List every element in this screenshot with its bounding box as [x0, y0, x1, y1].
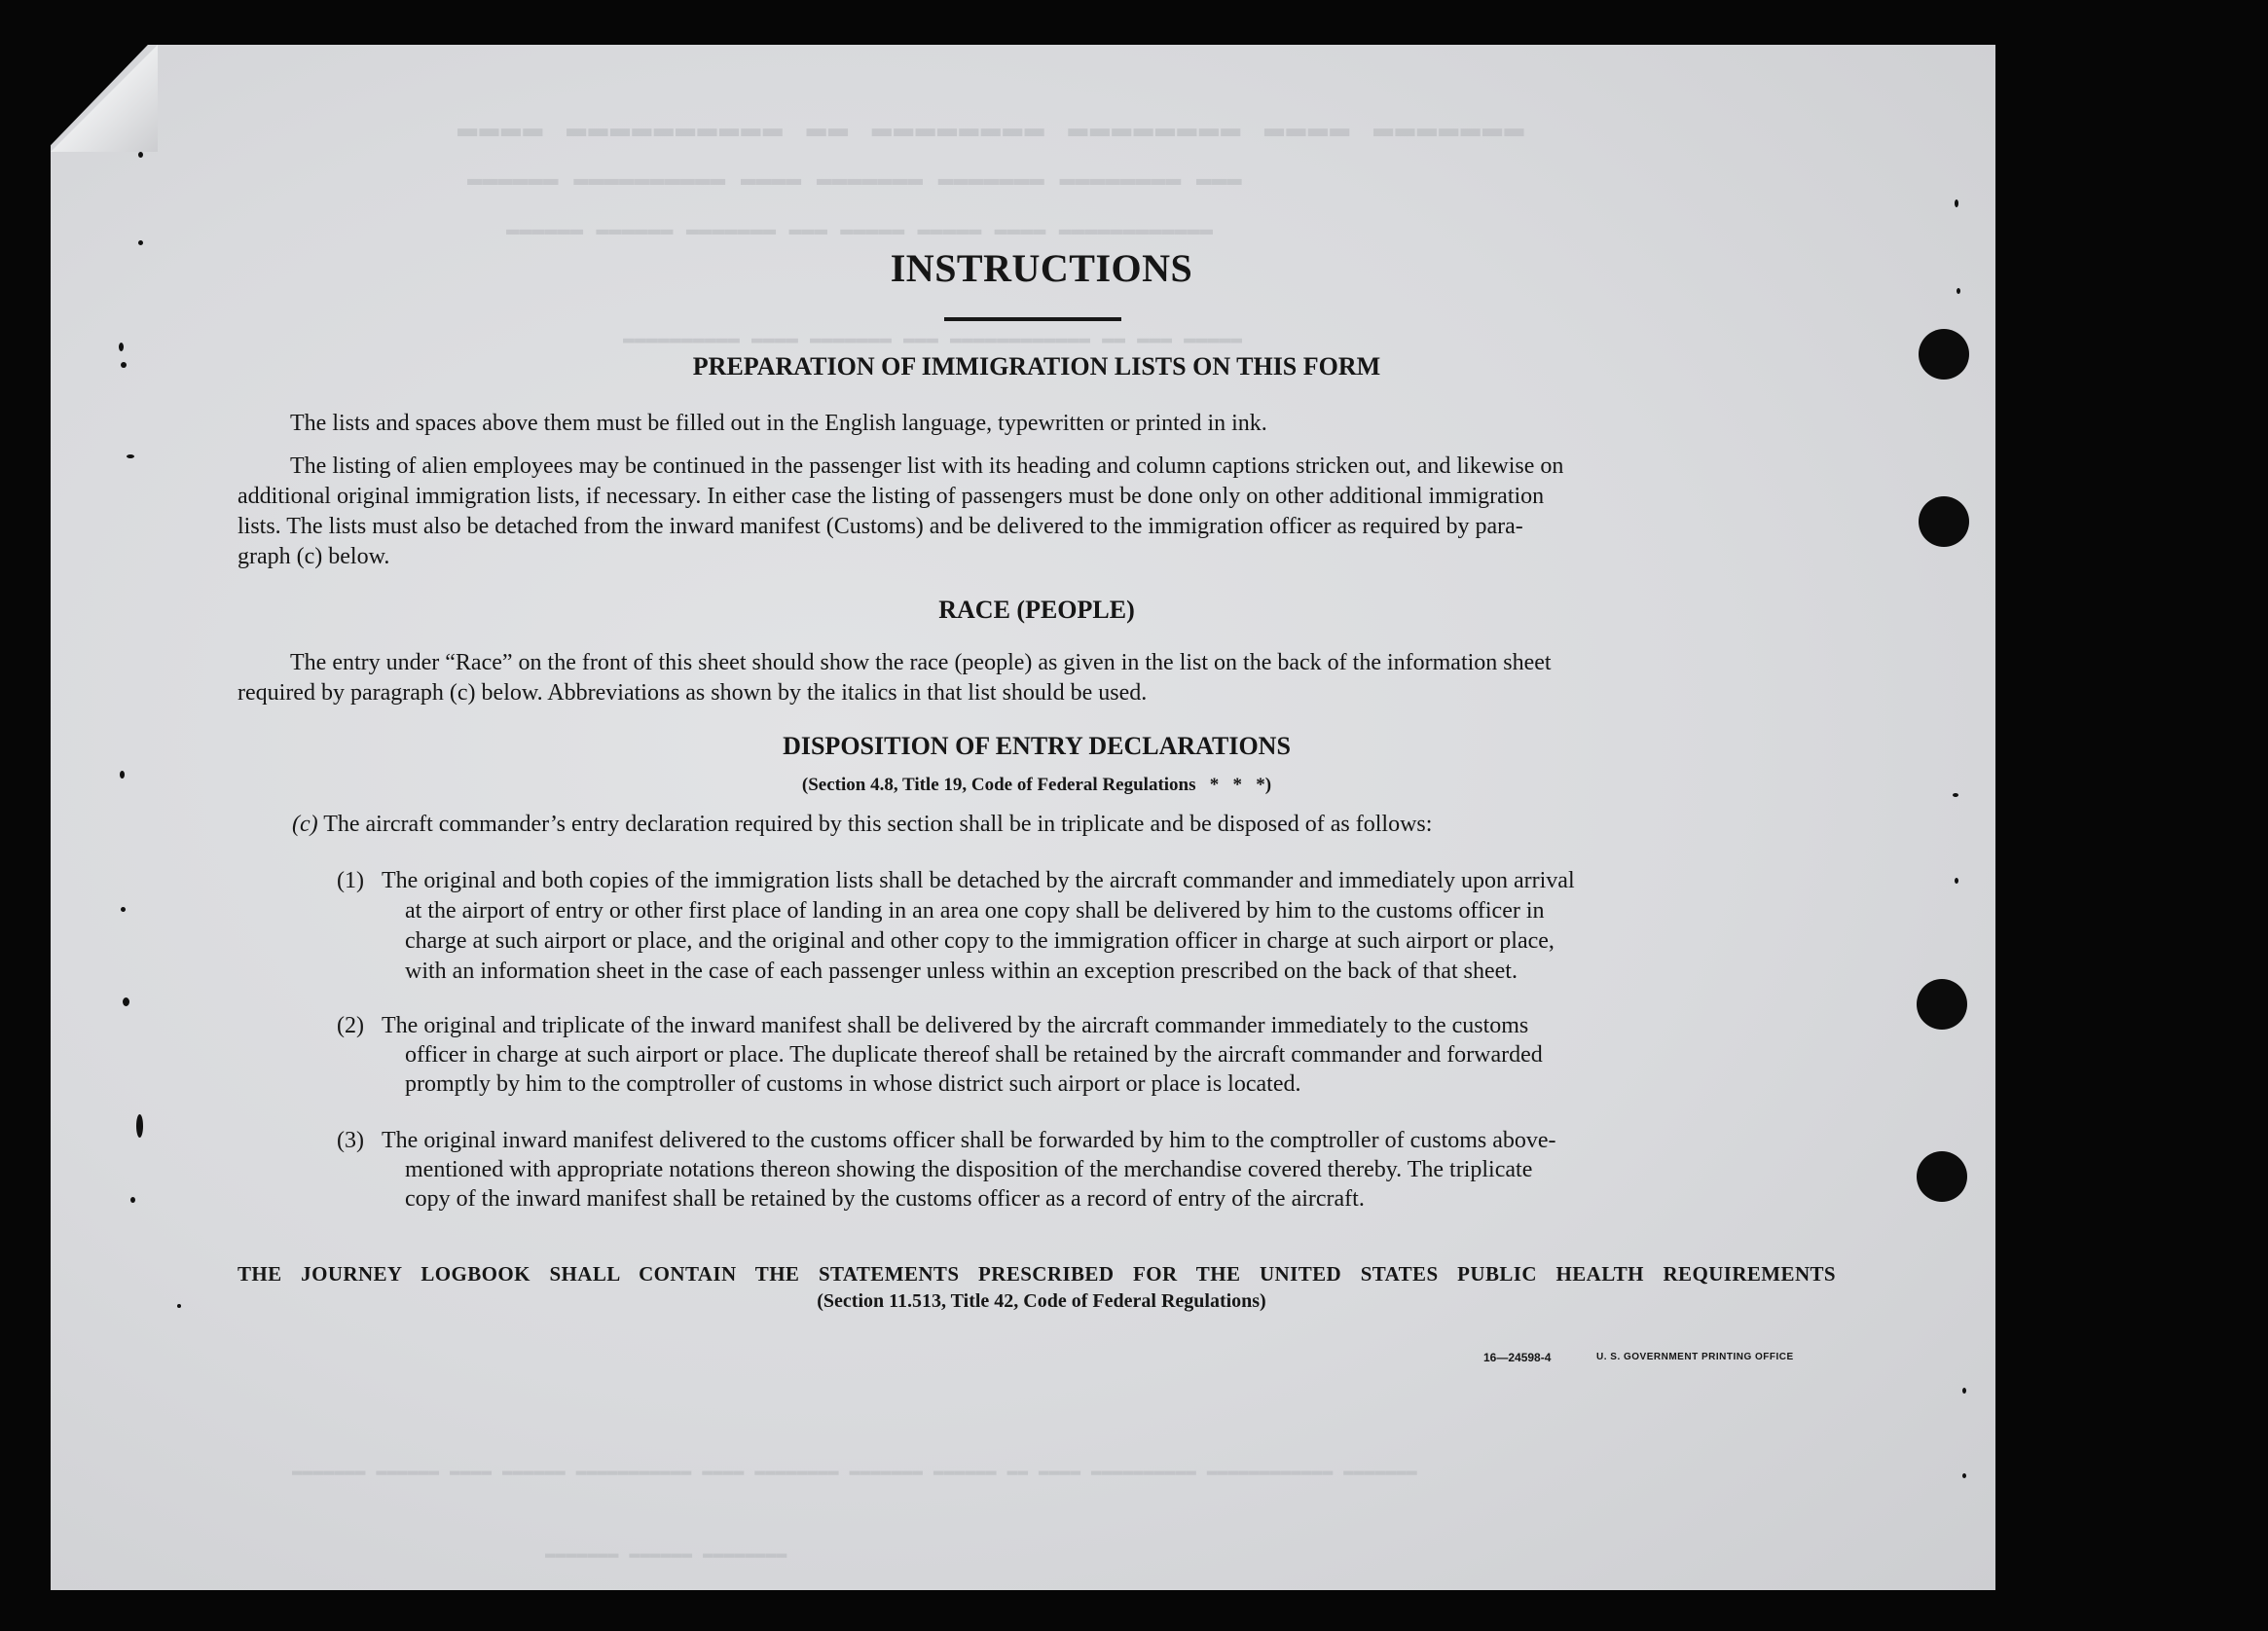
- page-title: INSTRUCTIONS: [890, 246, 1193, 290]
- folded-corner: [51, 45, 158, 152]
- intro-paragraph: [292, 812, 1432, 838]
- paragraph-line: lists. The lists must also be detached from the inward manifest (Customs) and be delivered to the immigration officer as required by para-: [238, 514, 1523, 539]
- paragraph-line: The entry under “Race” on the front of this sheet should show the race (people) as given in the list on the back of the information sheet: [290, 650, 1552, 675]
- punch-hole: [1917, 1151, 1967, 1202]
- footer-citation: (Section 11.513, Title 42, Code of Federal Regulations): [817, 1290, 1266, 1312]
- item-number: (2): [337, 1013, 364, 1038]
- paragraph-line: The original and both copies of the immigration lists shall be detached by the aircraft commander and immediately upon arrival: [382, 868, 1575, 893]
- title-underline: [944, 317, 1121, 321]
- footer-statement: THE JOURNEY LOGBOOK SHALL CONTAIN THE STATEMENTS PRESCRIBED FOR THE UNITED STATES PUBLIC HEALTH REQUIREMENTS: [238, 1262, 1836, 1286]
- section-paragraph: [238, 452, 1842, 572]
- item-number: (3): [337, 1128, 364, 1153]
- paragraph-line: mentioned with appropriate notations thereon showing the disposition of the merchandise covered thereby. The triplicate: [405, 1157, 1533, 1182]
- paragraph-line: graph (c) below.: [238, 544, 390, 569]
- list-item: [337, 1126, 1842, 1214]
- paragraph-text: The aircraft commander’s entry declaration required by this section shall be in triplicate and be disposed of as follows:: [323, 812, 1433, 837]
- list-item: [337, 866, 1842, 987]
- item-number: (1): [337, 868, 364, 893]
- printer-imprint: U. S. GOVERNMENT PRINTING OFFICE: [1596, 1352, 1794, 1362]
- paragraph-line: The original and triplicate of the inward manifest shall be delivered by the aircraft commander immediately to the customs: [382, 1013, 1529, 1038]
- punch-hole: [1919, 329, 1969, 380]
- paragraph-line: The original inward manifest delivered to the customs officer shall be forwarded by him to the comptroller of customs above-: [382, 1128, 1556, 1153]
- print-code: 16—24598-4: [1483, 1351, 1552, 1364]
- paragraph-line: at the airport of entry or other first place of landing in an area one copy shall be delivered by him to the customs officer in: [405, 898, 1545, 924]
- punch-hole: [1919, 496, 1969, 547]
- paragraph-line: officer in charge at such airport or place. The duplicate thereof shall be retained by the aircraft commander and forwarded: [405, 1042, 1543, 1068]
- section-paragraph: The lists and spaces above them must be filled out in the English language, typewritten or printed in ink.: [290, 411, 1267, 436]
- paragraph-line: with an information sheet in the case of each passenger unless within an exception prescribed on the back of that sheet.: [405, 959, 1518, 984]
- section-heading-race: RACE (PEOPLE): [938, 596, 1135, 624]
- section-heading-disposition: DISPOSITION OF ENTRY DECLARATIONS: [783, 732, 1291, 760]
- paragraph-line: promptly by him to the comptroller of customs in whose district such airport or place is located.: [405, 1071, 1301, 1097]
- punch-hole: [1917, 979, 1967, 1030]
- paragraph-line: charge at such airport or place, and the original and other copy to the immigration officer in charge at such airport or place,: [405, 928, 1555, 954]
- section-heading-preparation: PREPARATION OF IMMIGRATION LISTS ON THIS FORM: [692, 352, 1381, 381]
- paragraph-line: The listing of alien employees may be continued in the passenger list with its heading and column captions stricken out, and likewise on: [290, 453, 1564, 479]
- paragraph-line: copy of the inward manifest shall be retained by the customs officer as a record of entry of the aircraft.: [405, 1186, 1365, 1212]
- section-citation: (Section 4.8, Title 19, Code of Federal Regulations * * *): [801, 775, 1272, 795]
- paragraph-line: additional original immigration lists, if necessary. In either case the listing of passengers must be done only on other additional immigration: [238, 484, 1545, 509]
- section-paragraph: [238, 648, 1842, 708]
- list-item: [337, 1011, 1842, 1099]
- paragraph-line: required by paragraph (c) below. Abbreviations as shown by the italics in that list should be used.: [238, 680, 1148, 706]
- paragraph-label: (c): [292, 812, 318, 837]
